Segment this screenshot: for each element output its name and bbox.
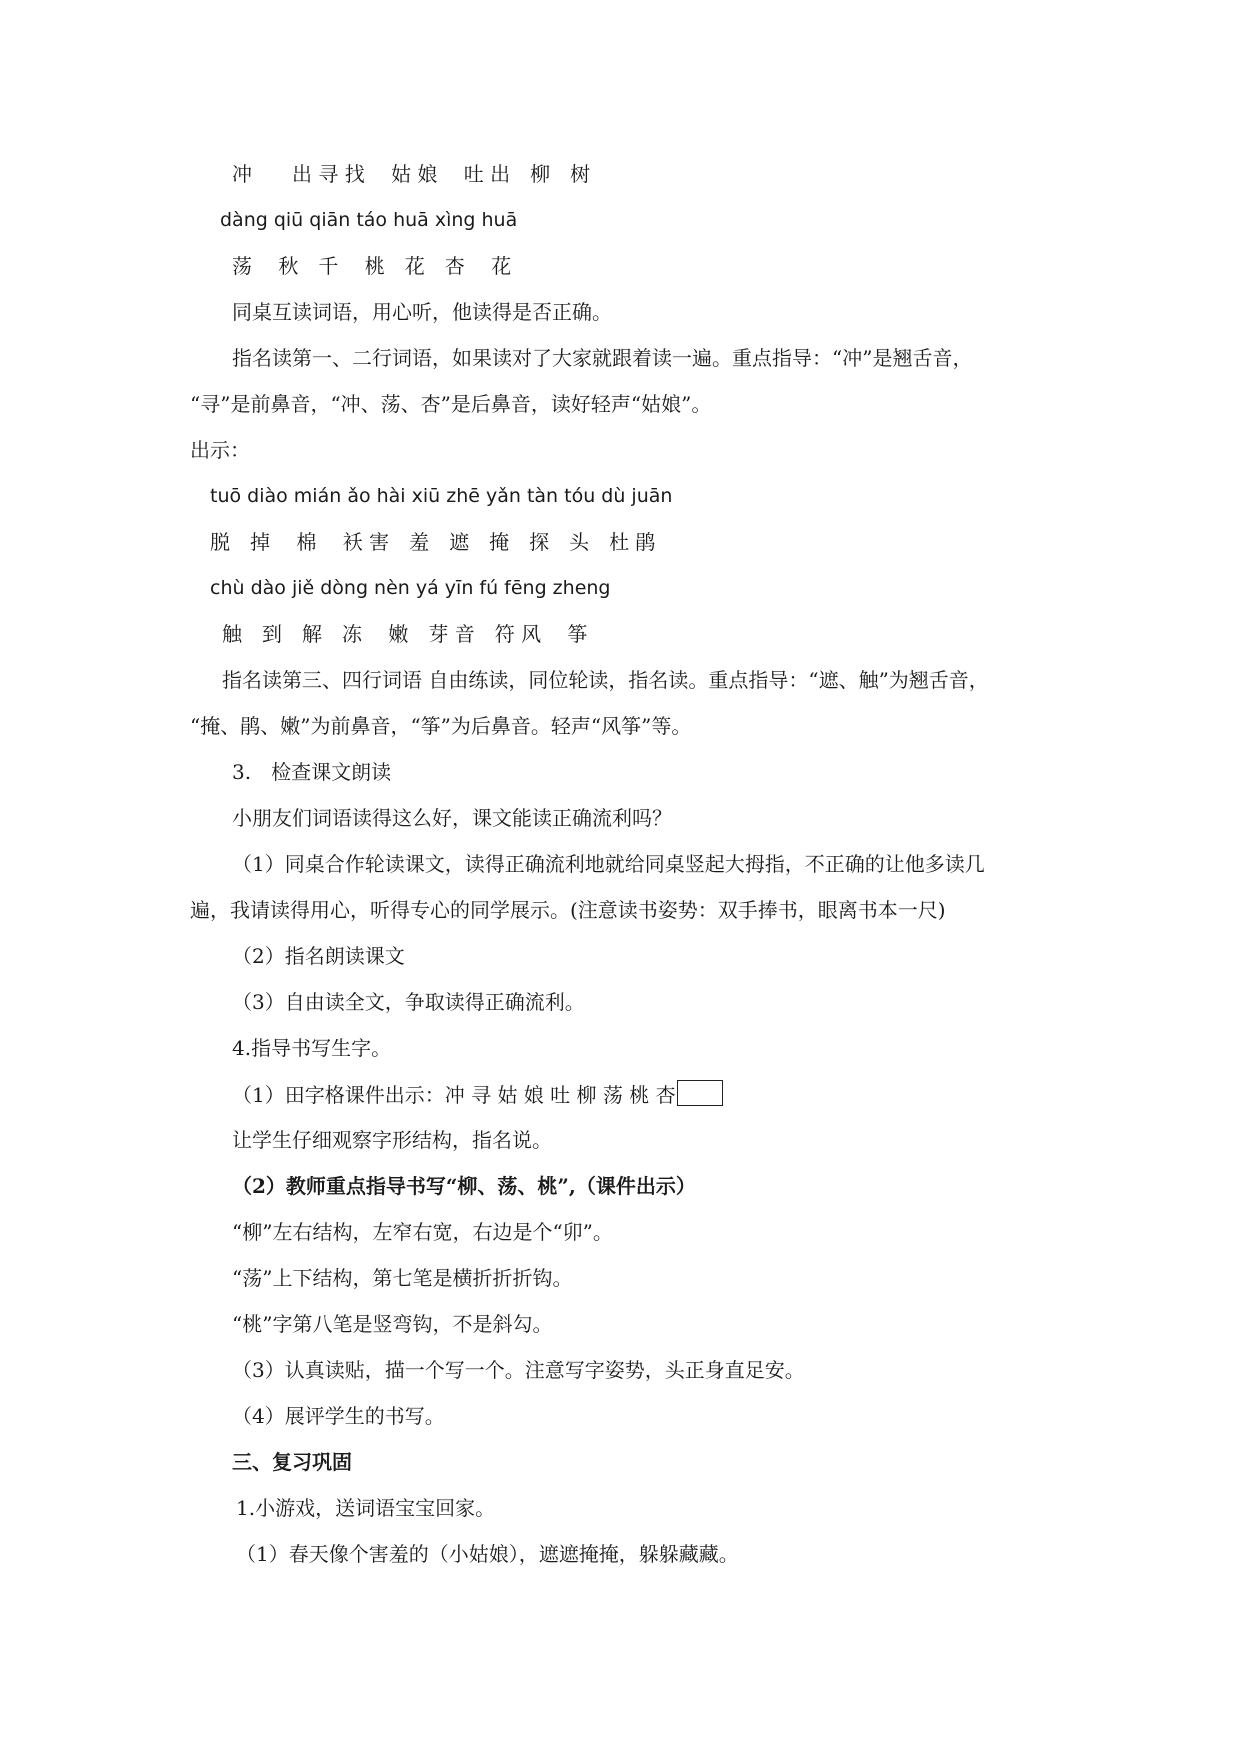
paragraph: 同桌互读词语，用心听，他读得是否正确。	[232, 300, 612, 324]
pinyin-row-2: dàng qiū qiān táo huā xìng huā	[220, 209, 518, 231]
paragraph: “柳”左右结构，左窄右宽，右边是个“卯”。	[232, 1220, 613, 1244]
paragraph: （4）展评学生的书写。	[232, 1404, 445, 1428]
word-row-1: 冲 出 寻 找 姑 娘 吐 出 柳 树	[232, 162, 591, 186]
paragraph: “桃”字第八笔是竖弯钩，不是斜勾。	[232, 1312, 553, 1336]
paragraph: 让学生仔细观察字形结构，指名说。	[232, 1128, 552, 1152]
pinyin-row-3: tuō diào mián ǎo hài xiū zhē yǎn tàn tóu dù juān	[210, 485, 673, 507]
paragraph: （1）春天像个害羞的（小姑娘），遮遮掩掩，躲躲藏藏。	[236, 1542, 739, 1566]
section-heading: 4.指导书写生字。	[232, 1036, 392, 1060]
paragraph: （3）认真读贴，描一个写一个。注意写字姿势，头正身直足安。	[232, 1358, 805, 1382]
paragraph: （1）田字格课件出示：冲 寻 姑 娘 吐 柳 荡 桃 杏	[232, 1083, 676, 1107]
paragraph: （2）指名朗读课文	[232, 944, 405, 968]
paragraph: 指名读第三、四行词语 自由练读，同位轮读，指名读。重点指导：“遮、触”为翘舌音，	[222, 668, 989, 692]
paragraph: （3）自由读全文，争取读得正确流利。	[232, 990, 585, 1014]
paragraph: 1.小游戏，送词语宝宝回家。	[236, 1496, 496, 1520]
writing-box	[677, 1080, 723, 1106]
section-heading: 3. 检查课文朗读	[232, 760, 392, 784]
section-heading: 三、复习巩固	[232, 1450, 352, 1474]
word-row-3: 脱 掉 棉 袄 害 羞 遮 掩 探 头 杜 鹃	[210, 530, 656, 554]
paragraph-with-box	[232, 1080, 723, 1109]
paragraph: “寻”是前鼻音，“冲、荡、杏”是后鼻音，读好轻声“姑娘”。	[190, 392, 712, 416]
paragraph: “掩、鹃、嫩”为前鼻音，“筝”为后鼻音。轻声“风筝”等。	[190, 714, 692, 738]
paragraph: 遍，我请读得用心，听得专心的同学展示。(注意读书姿势：双手捧书，眼离书本一尺)	[190, 898, 946, 922]
paragraph: 出示：	[190, 438, 250, 462]
paragraph: 小朋友们词语读得这么好，课文能读正确流利吗？	[232, 806, 672, 830]
paragraph: （2）教师重点指导书写“柳、荡、桃”,（课件出示）	[232, 1174, 696, 1198]
pinyin-row-4: chù dào jiě dòng nèn yá yīn fú fēng zheng	[210, 577, 611, 599]
paragraph: “荡”上下结构，第七笔是横折折折钩。	[232, 1266, 573, 1290]
word-row-2: 荡 秋 千 桃 花 杏 花	[232, 254, 512, 278]
paragraph: （1）同桌合作轮读课文，读得正确流利地就给同桌竖起大拇指，不正确的让他多读几	[232, 852, 985, 876]
paragraph: 指名读第一、二行词语，如果读对了大家就跟着读一遍。重点指导：“冲”是翘舌音，	[232, 346, 973, 370]
word-row-4: 触 到 解 冻 嫩 芽 音 符 风 筝	[222, 622, 588, 646]
